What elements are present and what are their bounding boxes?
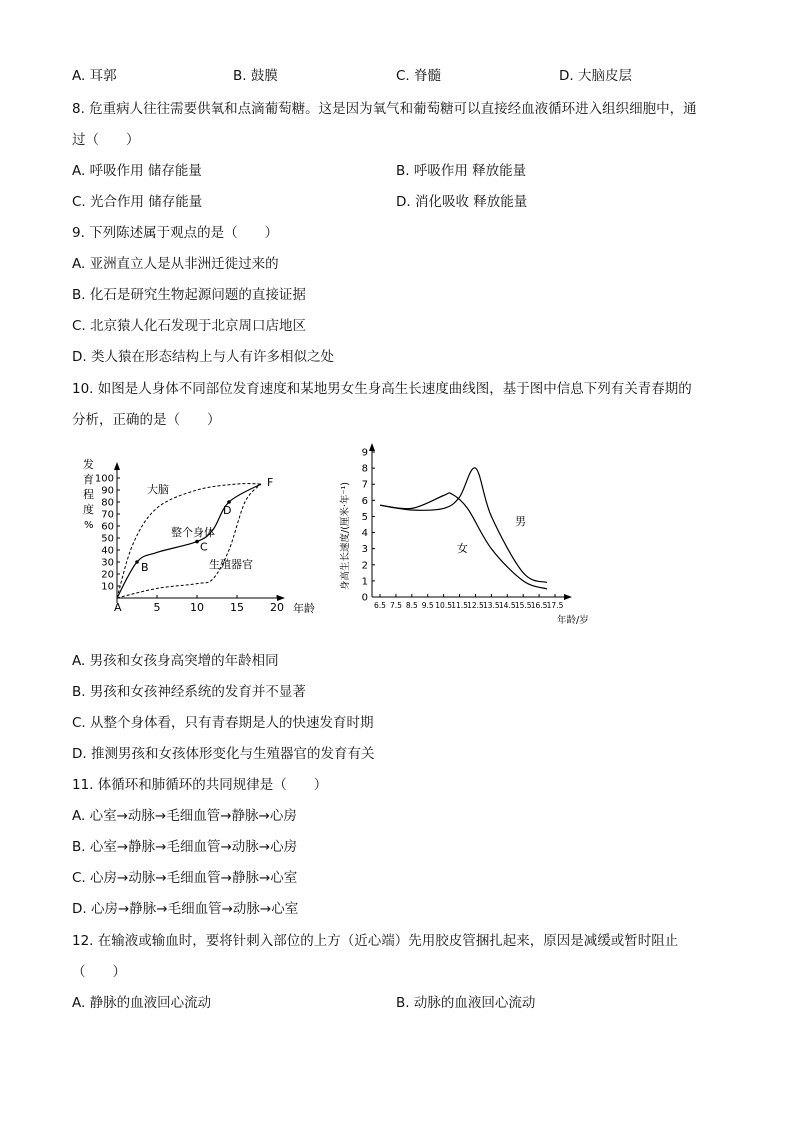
chart1-ytick-label: 90 (101, 485, 114, 497)
chart1-ytick-label: 30 (101, 557, 114, 569)
q10-option-d[interactable]: D. 推测男孩和女孩体形变化与生殖器官的发育有关 (72, 746, 375, 762)
chart2-ytick-label: 1 (361, 576, 368, 588)
chart1-point-label-a: A (114, 601, 122, 614)
chart2-xtick-label: 13.5 (483, 601, 500, 610)
q8-stem-line2: 过（ ） (72, 132, 140, 148)
chart2-xtick-label: 14.5 (498, 601, 516, 610)
chart2-xtick-label: 10.5 (435, 601, 452, 610)
chart2-xtick-label: 12.5 (467, 601, 484, 610)
chart1-point-c (195, 540, 199, 544)
chart1-ytick-label: 50 (101, 533, 114, 545)
q10-stem-line2: 分析，正确的是（ ） (72, 412, 221, 428)
q7-option-b[interactable]: B. 鼓膜 (233, 68, 278, 84)
chart2-xtick-label: 15.5 (514, 601, 532, 610)
q9-stem: 9. 下列陈述属于观点的是（ ） (72, 225, 279, 241)
chart1-label-body: 整个身体 (171, 526, 215, 539)
q8-stem-line1: 8. 危重病人往往需要供氧和点滴葡萄糖。这是因为氧气和葡萄糖可以直接经血液循环进入组织细胞中，通 (72, 101, 697, 117)
chart2-label-male: 男 (515, 515, 526, 528)
q12-option-b[interactable]: B. 动脉的血液回心流动 (396, 995, 536, 1011)
q10-stem-line1: 10. 如图是人身体不同部位发育速度和某地男女生身高生长速度曲线图，基于图中信息下列有关青春期的 (72, 381, 692, 397)
chart1-ylabel-1: 发 (83, 458, 94, 471)
q7-option-c[interactable]: C. 脊髓 (396, 68, 442, 84)
chart1-ytick-label: 70 (101, 509, 114, 521)
q8-option-b[interactable]: B. 呼吸作用 释放能量 (396, 163, 527, 179)
q9-option-b[interactable]: B. 化石是研究生物起源问题的直接证据 (72, 287, 306, 303)
q11-option-c[interactable]: C. 心房→动脉→毛细血管→静脉→心室 (72, 870, 298, 886)
q8-option-d[interactable]: D. 消化吸收 释放能量 (396, 194, 528, 210)
chart1-ytick-label: 20 (101, 569, 114, 581)
q8-options-row2 (72, 193, 752, 211)
chart1-label-brain: 大脑 (147, 483, 169, 496)
chart1-point-label-f: F (267, 476, 274, 489)
chart1-ylabel-5: % (84, 520, 94, 531)
chart2-ytick-label: 4 (361, 528, 368, 540)
chart2-ytick-label: 5 (361, 511, 368, 523)
chart2-line-female (380, 493, 547, 589)
chart1-xtick-label: 20 (270, 601, 284, 614)
chart1-label-reproductive: 生殖器官 (209, 558, 253, 571)
chart2-xtick-label: 6.5 (374, 601, 386, 610)
chart1-ytick-label: 10 (101, 581, 114, 593)
chart1-xtick-label: 5 (153, 601, 161, 614)
chart2-ytick-label: 8 (361, 463, 368, 475)
q11-option-a[interactable]: A. 心室→动脉→毛细血管→静脉→心房 (72, 808, 297, 824)
q8-option-a[interactable]: A. 呼吸作用 储存能量 (72, 163, 202, 179)
chart1-ylabel-4: 度 (83, 503, 94, 516)
chart2-xtick-label: 11.5 (451, 601, 468, 610)
chart2-y-arrow (369, 443, 375, 451)
q11-option-d[interactable]: D. 心房→静脉→毛细血管→动脉→心室 (72, 901, 299, 917)
chart1-line-body (117, 484, 261, 598)
chart1-ytick-label: 40 (101, 545, 114, 557)
chart2-xtick-label: 17.5 (546, 601, 564, 610)
chart1-point-label-c: C (200, 540, 208, 554)
chart1-line-brain (117, 484, 261, 598)
q9-option-a[interactable]: A. 亚洲直立人是从非洲迁徙过来的 (72, 256, 279, 272)
chart1-point-b (135, 560, 139, 564)
chart2-ytick-label: 2 (361, 560, 368, 572)
chart2-xtick-label: 9.5 (421, 601, 434, 610)
q8-options-row1 (72, 162, 752, 180)
chart1-y-arrow (114, 462, 120, 470)
chart-development (75, 448, 325, 618)
chart2-ytick-label: 9 (361, 447, 368, 459)
chart2-ytick-label: 0 (361, 592, 368, 604)
q12-options-row (72, 994, 752, 1012)
chart-height-growth (335, 440, 610, 630)
q7-option-d[interactable]: D. 大脑皮层 (559, 68, 632, 84)
chart2-ytick-label: 7 (361, 479, 368, 491)
chart1-point-label-b: B (141, 561, 149, 574)
chart1-ylabel-3: 程 (83, 488, 94, 501)
chart1-ytick-label: 100 (94, 473, 114, 485)
q9-option-c[interactable]: C. 北京猿人化石发现于北京周口店地区 (72, 318, 307, 334)
chart1-xlabel: 年龄 (293, 602, 315, 615)
q12-option-a[interactable]: A. 静脉的血液回心流动 (72, 995, 212, 1011)
chart1-xtick-label: 15 (230, 601, 244, 614)
chart1-ytick-label: 60 (101, 521, 114, 533)
chart2-xtick-label: 8.5 (405, 601, 418, 610)
chart1-ytick-label: 80 (101, 497, 114, 509)
chart2-ylabel: 身高生长速度/(厘米·年⁻¹) (340, 482, 351, 590)
q9-option-d[interactable]: D. 类人猿在形态结构上与人有许多相似之处 (72, 349, 334, 365)
q10-option-b[interactable]: B. 男孩和女孩神经系统的发育并不显著 (72, 684, 306, 700)
chart2-xlabel: 年龄/岁 (557, 615, 589, 626)
chart2-ytick-label: 6 (361, 495, 368, 507)
q8-option-c[interactable]: C. 光合作用 储存能量 (72, 194, 203, 210)
chart1-point-label-d: D (223, 504, 232, 517)
chart1-ylabel-2: 育 (83, 473, 94, 486)
q10-option-c[interactable]: C. 从整个身体看，只有青春期是人的快速发育时期 (72, 715, 374, 731)
q7-options (72, 67, 752, 85)
chart2-x-arrow (564, 594, 572, 600)
chart1-xtick-label: 10 (190, 601, 204, 614)
chart2-label-female: 女 (457, 542, 468, 555)
chart2-xtick-label: 7.5 (389, 601, 402, 610)
q11-stem: 11. 体循环和肺循环的共同规律是（ ） (72, 777, 328, 793)
chart1-line-reproductive (117, 484, 261, 598)
chart2-xtick-label: 16.5 (530, 601, 548, 610)
q11-option-b[interactable]: B. 心室→静脉→毛细血管→动脉→心房 (72, 839, 298, 855)
q10-option-a[interactable]: A. 男孩和女孩身高突增的年龄相同 (72, 653, 279, 669)
q7-option-a[interactable]: A. 耳郭 (72, 68, 117, 84)
q12-stem-line1: 12. 在输液或输血时，要将针刺入部位的上方（近心端）先用胶皮管捆扎起来，原因是减缓或暂时阻止 (72, 933, 679, 949)
q12-stem-line2: （ ） (72, 964, 126, 980)
chart2-ytick-label: 3 (361, 544, 368, 556)
